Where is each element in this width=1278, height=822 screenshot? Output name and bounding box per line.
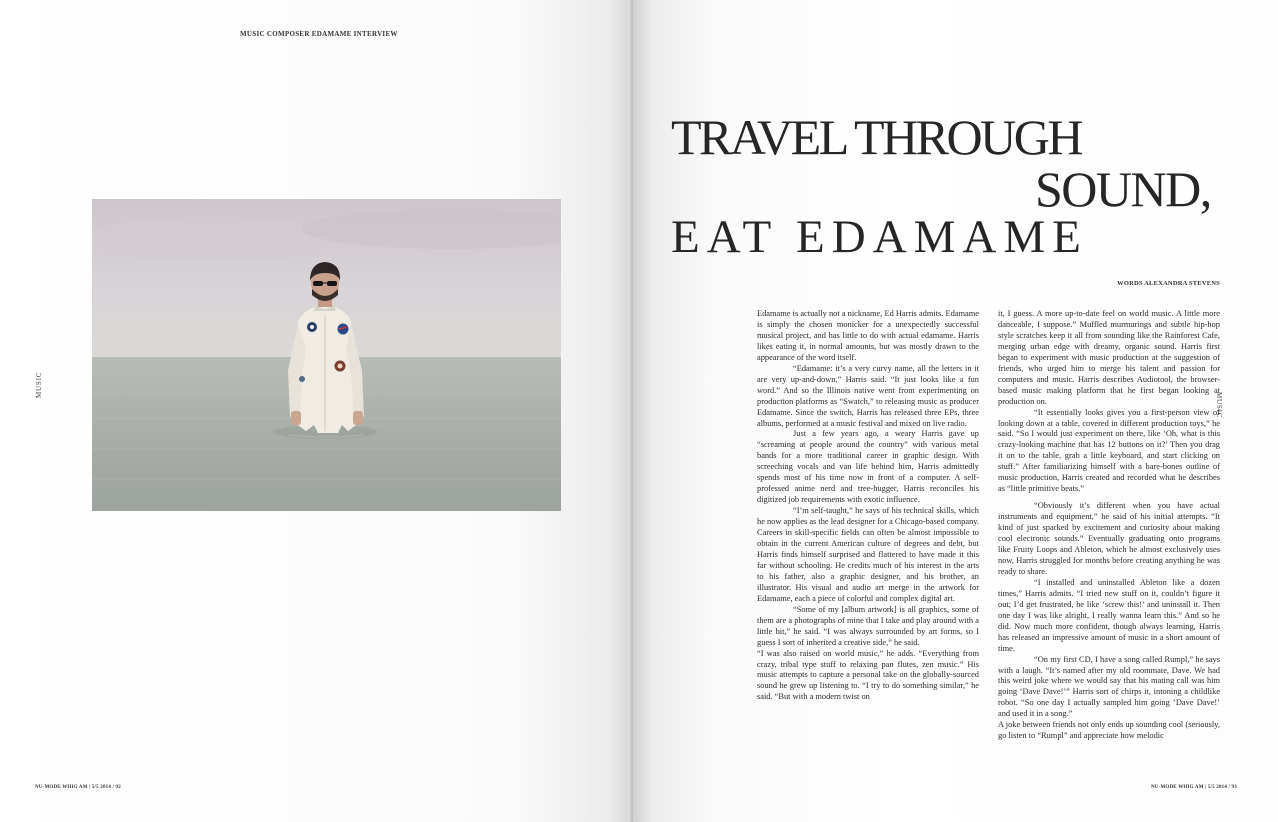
paragraph: “I was also raised on world music,” he adds. “Everything from crazy, tribal type stuff to relaxing pan flutes, zen music.” His music attempts to capture a personal take on the globally-sourced sound he grew up listening to. “I try to do something similar,” he said. “But with a modern twist on [757,648,979,702]
paragraph: “On my first CD, I have a song called Rumpl,” he says with a laugh. “It’s named after my old roommate, Dave. We had this weird joke where we would say that his mating call was him going ‘Dave Dave!’” Harris sort of chirps it, intoning a childlike robot. “So one day I actually sampled him going ‘Dave Dave!’ and used it in a song.” [998,654,1220,719]
article-column-1 [757,309,979,703]
left-page [0,0,633,822]
running-head: MUSIC COMPOSER EDAMAME INTERVIEW [240,30,398,38]
feature-photo [92,199,561,511]
paragraph: “Some of my [album artwork] is all graphics, some of them are a photographs of mine that I take and play around with a little bit,” he said. “I was always surrounded by art forms, so I guess I sort of inherited a creative side,” he said. [757,604,979,647]
section-tab-right: MUSIC [1215,392,1223,419]
headline-line-3: EAT EDAMAME [671,211,1088,263]
right-page [633,0,1278,822]
paragraph: it, I guess. A more up-to-date feel on world music. A little more danceable, I suppose.” Muffled murmurings and subtle hip-hop style scratches keep it all from sounding like the Rainforest Cafe, merging urban edge with dreamy, organic sound. Harris first began to experiment with music production at the suggestion of friends, who urged him to merge his talent and passion for computers and music. Harris describes Audiotool, the browser-based music making platform that he first began looking at production on. [998,309,1220,406]
spaceman-in-water-image [92,199,561,511]
byline: WORDS ALEXANDRA STEVENS [1117,280,1220,287]
headline-line-2: SOUND, [1035,161,1211,217]
paragraph: A joke between friends not only ends up sounding cool (seriously, go listen to “Rumpl” and appreciate how melodic [998,720,1220,741]
folio-right: NU-MODE WHIG AM | 5/5 2014 / 93 [1151,785,1237,790]
paragraph: “Obviously it’s different when you have actual instruments and equipment,” he said of his initial attempts. “It kind of just sparked by excitement and curiosity about making cool electronic sounds.” Eventually graduating onto programs like Fruity Loops and Ableton, which he almost exclusively uses now, Harris struggled for months before creating anything he was ready to share. [998,501,1220,576]
paragraph: “Edamame: it’s a very curvy name, all the letters in it are very up-and-down,” Harris said. “It just looks like a fun word.” And so the Illinois native went from experimenting on production platforms as “Swatch,” to releasing music as producer Edamame. Since the switch, Harris has released three EPs, three albums, performed at a music festival and mixed on live radio. [757,363,979,428]
folio-left: NU-MODE WHIG AM | 5/5 2014 / 92 [35,785,121,790]
paragraph: “I’m self-taught,” he says of his technical skills, which he now applies as the lead designer for a Chicago-based company. Careers in skill-specific fields can often be almost impossible to obtain in the current American culture of degrees and debt, but Harris finds himself surprised and flattered to have made it this far without schooling. He credits much of his interest in the arts to his father, also a graphic designer, and his brother, an illustrator. His visual and audio art merge in the artwork for Edamame, each a piece of colorful and complex digital art. [757,506,980,603]
paragraph: Just a few years ago, a weary Harris gave up “screaming at people around the country” with various metal bands for a more traditional career in graphic design. With screeching vocals and van life behind him, Harris admittedly spends most of his time now in front of a computer. A self-professed anime nerd and tree-hugger, Harris reconciles his digitized job requirements with exotic influence. [757,429,979,505]
headline-line-1: TRAVEL THROUGH [671,109,1081,165]
section-tab-left: MUSIC [35,371,43,398]
article-column-2 [998,309,1220,742]
paragraph: “I installed and uninstalled Ableton like a dozen times,” Harris admits. “I tried new stuff on it, couldn’t figure it out; I’d get frustrated, be like ‘screw this!’ and uninstall it. Then one day I was like alright, I really wanna learn this.” And so he did. Now much more confident, though always learning, Harris has released an impressive amount of music in a short amount of time. [998,577,1220,653]
paragraph: Edamame is actually not a nickname, Ed Harris admits. Edamame is simply the chosen monicker for a unexpectedly successful musical project, and has little to do with actual edamame. Harris likes eating it, in normal amounts, but was mostly drawn to the appearance of the word itself. [757,309,979,362]
paragraph: “It essentially looks gives you a first-person view of looking down at a table, covered in different production toys,” he said. “So I would just experiment on there, like ‘Oh, what is this crazy-looking machine that has 12 buttons on it?’ Then you drag it on to the table, grab a little keyboard, and start clicking on stuff.” After familiarizing himself with a bare-bones outline of music production, Harris created and recorded what he describes as “little primitive beats.” [998,407,1220,494]
